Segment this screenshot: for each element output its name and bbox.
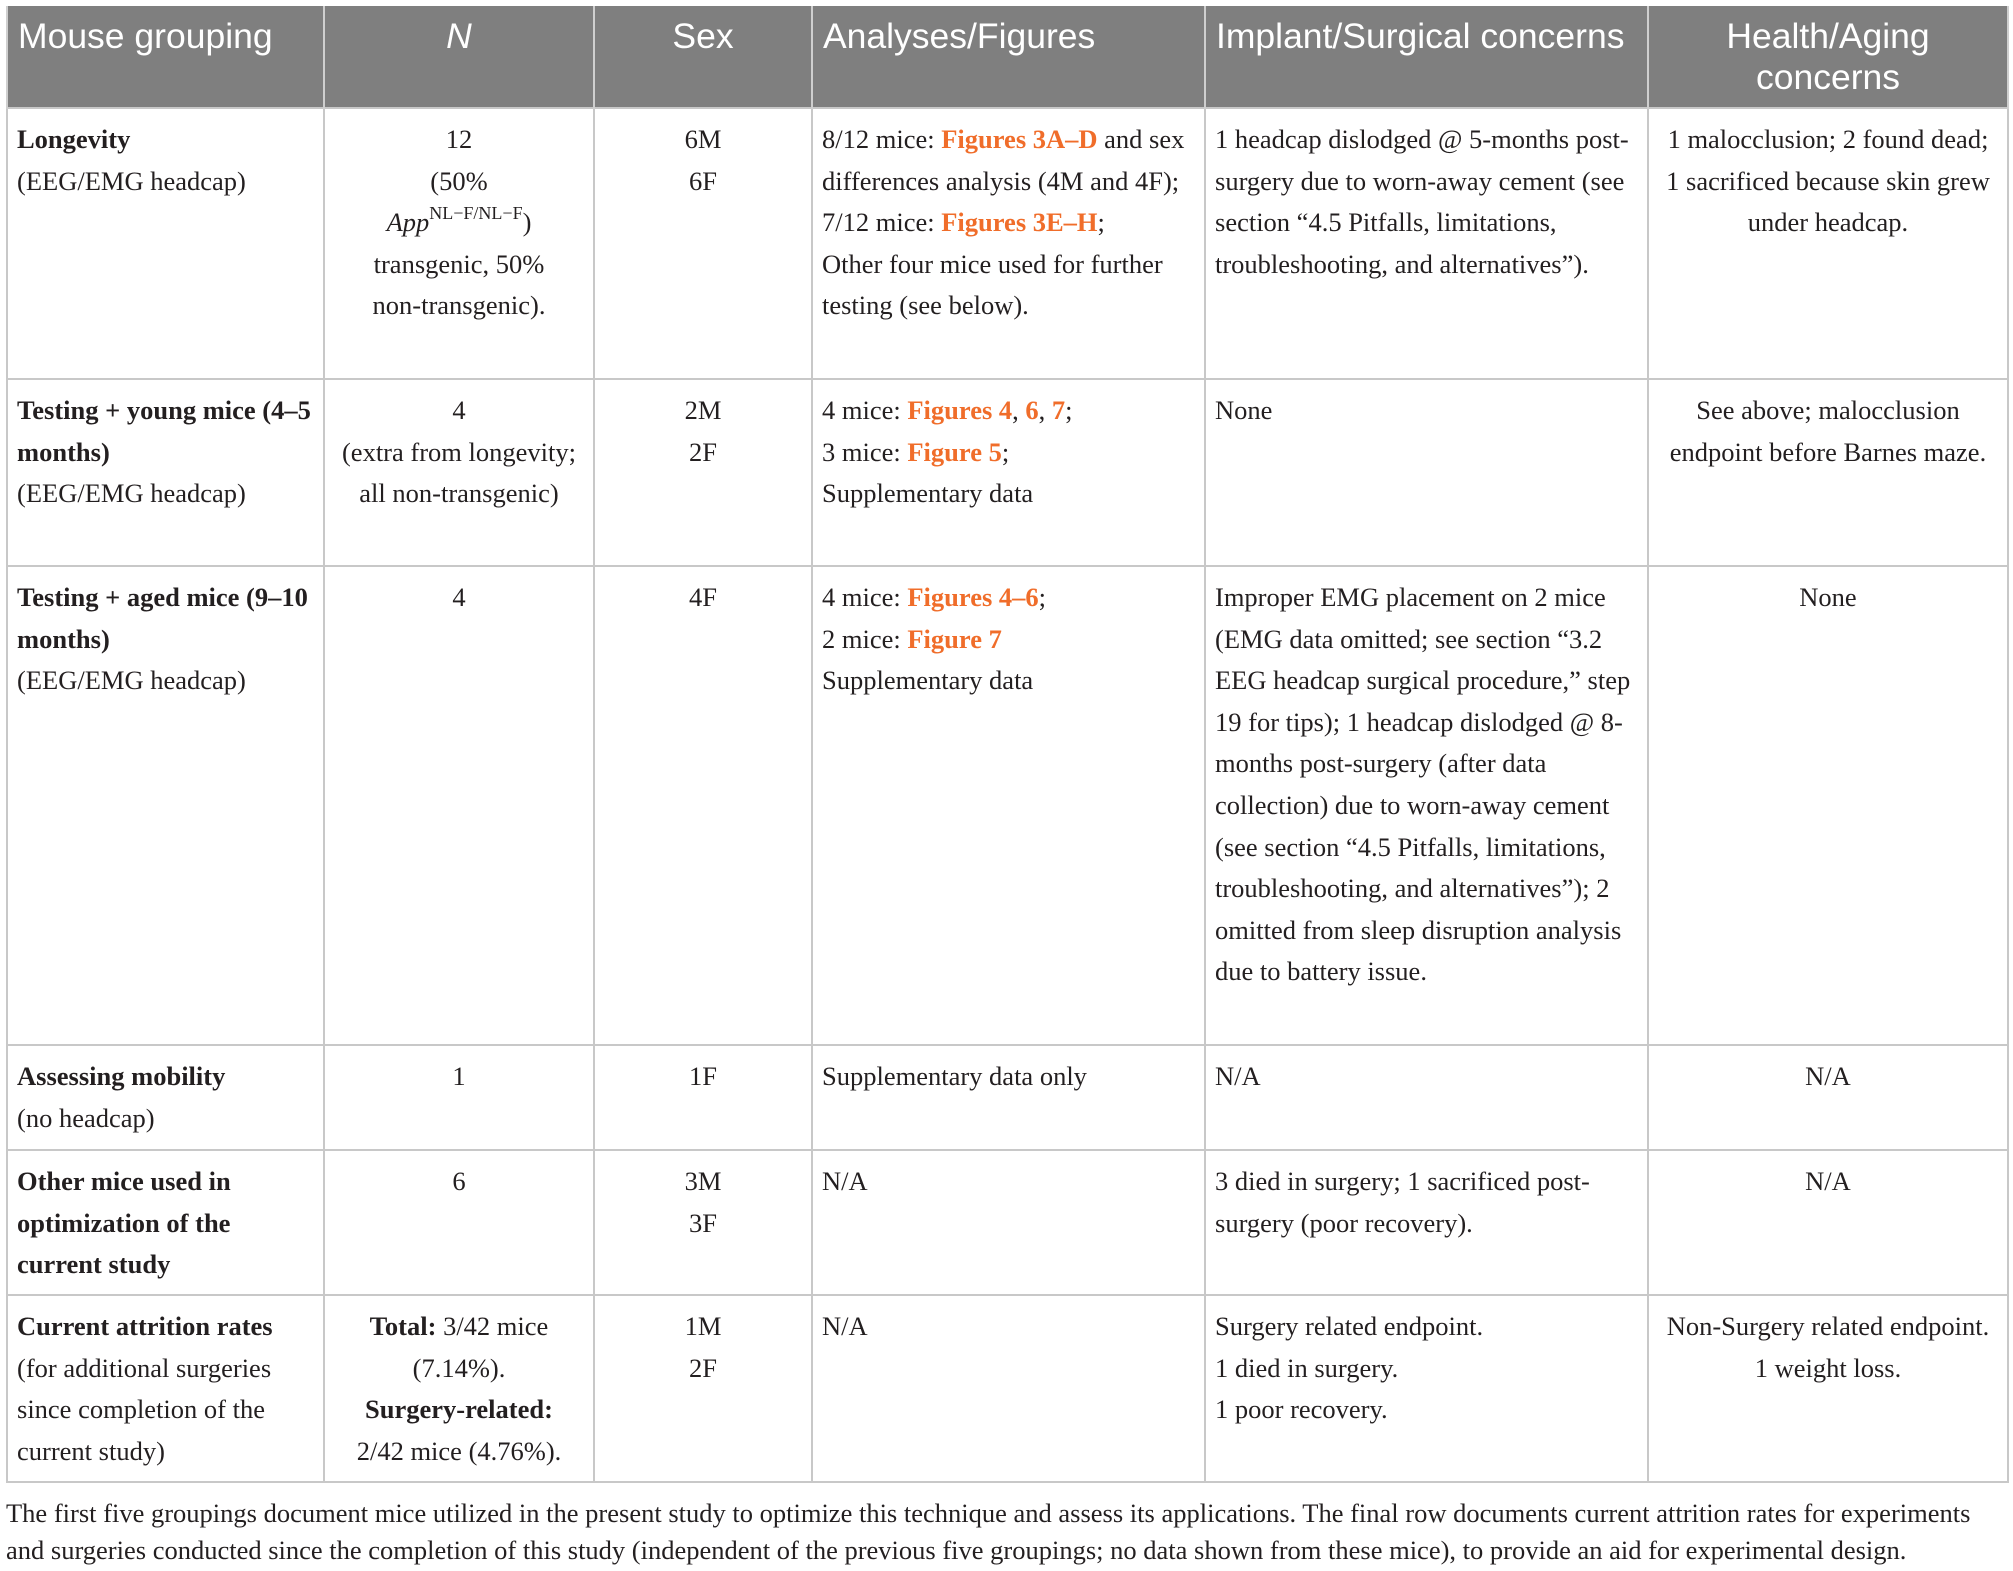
sex-cell (594, 379, 812, 566)
sex-male: 6M (684, 124, 722, 154)
health-cell: 1 malocclusion; 2 found dead; 1 sacrificed because skin grew under headcap. (1648, 108, 2008, 379)
header-n: N (324, 6, 594, 108)
group-subtitle: (no headcap) (17, 1102, 155, 1133)
total-label: Total: (369, 1311, 437, 1341)
header-row (7, 6, 2008, 108)
health-line: 1 weight loss. (1754, 1352, 1902, 1383)
table-row (7, 1045, 2008, 1150)
total-value: 3/42 mice (7.14%). (412, 1311, 549, 1383)
n-cell (324, 108, 594, 379)
figure-link[interactable]: 6 (1025, 395, 1039, 425)
analyses-cell (812, 379, 1205, 566)
sex-female: 3F (689, 1207, 717, 1238)
analyses-text: 4 mice: (822, 582, 908, 612)
analyses-line (822, 202, 1195, 244)
sex-female: 2F (689, 1352, 717, 1383)
analyses-text: 7/12 mice: (822, 207, 942, 238)
table-row (7, 1150, 2008, 1295)
figure-link[interactable]: 7 (1051, 395, 1066, 425)
n-note-non-transgenic: non-transgenic). (372, 290, 546, 321)
analyses-cell: Supplementary data only (812, 1045, 1205, 1150)
table-row (7, 1295, 2008, 1482)
analyses-separator: ; (1038, 582, 1047, 612)
group-name: Current attrition rates (17, 1311, 273, 1341)
sex-female: 2F (689, 436, 717, 467)
figure-link[interactable]: Figure 7 (907, 623, 1002, 654)
n-cell: 1 (324, 1045, 594, 1150)
analyses-cell (812, 108, 1205, 379)
gene-close-paren: ) (522, 207, 532, 238)
header-sex: Sex (594, 6, 812, 108)
group-name: Other mice used in optimization of the current study (17, 1166, 231, 1280)
implant-cell (1205, 1295, 1648, 1482)
health-line: Non-Surgery related endpoint. (1666, 1311, 1990, 1341)
sex-cell: 1F (594, 1045, 812, 1150)
mouse-grouping-table (6, 6, 2009, 1483)
analyses-text: and sex differences analysis (4M and 4F); (822, 124, 1185, 196)
health-cell: See above; malocclusion endpoint before Barnes maze. (1648, 379, 2008, 566)
analyses-line (822, 619, 1195, 661)
surgery-related-label: Surgery-related: (365, 1394, 553, 1425)
group-subtitle: (EEG/EMG headcap) (17, 165, 246, 196)
n-note-open: (50% (430, 165, 488, 196)
analyses-text: 3 mice: (822, 436, 908, 467)
n-cell (324, 1295, 594, 1482)
n-note: (extra from longevity; all non-transgenic) (341, 436, 576, 509)
n-cell (324, 379, 594, 566)
table-row (7, 379, 2008, 566)
analyses-cell: N/A (812, 1150, 1205, 1295)
analyses-line (822, 432, 1195, 474)
surgery-related-value: 2/42 mice (4.76%). (356, 1435, 562, 1466)
n-cell: 6 (324, 1150, 594, 1295)
table-row (7, 108, 2008, 379)
sex-cell (594, 1295, 812, 1482)
group-name: Assessing mobility (17, 1061, 226, 1091)
sex-male: 2M (684, 395, 722, 425)
n-value: 4 (452, 395, 466, 425)
group-subtitle: (EEG/EMG headcap) (17, 478, 246, 509)
mouse-grouping-cell (7, 379, 324, 566)
n-value: 12 (445, 124, 473, 154)
table-row (7, 566, 2008, 1045)
analyses-separator: ; (1065, 395, 1073, 425)
implant-cell: Improper EMG placement on 2 mice (EMG data omitted; see section “3.2 EEG headcap surgical procedure,” step 19 for tips); 1 headcap dislodged @ 8-months post-surgery (after data collection) due to worn-away cement (see section “4.5 Pitfalls, limitations, troubleshooting, and alternatives”); 2 omitted from sleep disruption analysis due to battery issue. (1205, 566, 1648, 1045)
sex-female: 6F (689, 165, 717, 196)
analyses-cell: N/A (812, 1295, 1205, 1482)
n-note-transgenic: transgenic, 50% (373, 248, 545, 279)
health-cell: N/A (1648, 1150, 2008, 1295)
implant-line: 1 poor recovery. (1215, 1394, 1388, 1425)
mouse-grouping-cell (7, 1295, 324, 1482)
n-total (334, 1306, 584, 1389)
gene-superscript: NL−F/NL−F (429, 203, 523, 224)
mouse-grouping-cell (7, 1045, 324, 1150)
health-cell (1648, 1295, 2008, 1482)
table-footnote: The first five groupings document mice utilized in the present study to optimize this technique and assess its applications. The final row documents current attrition rates for experiments and surgeries conducted since the completion of this study (independent of the previous five groupings; no data shown from these mice), to provide an aid for experimental design. (6, 1498, 1971, 1565)
analyses-separator: , (1012, 395, 1026, 425)
figure-link[interactable]: Figure 5 (907, 436, 1002, 467)
implant-cell: N/A (1205, 1045, 1648, 1150)
implant-line: Surgery related endpoint. (1215, 1311, 1484, 1341)
analyses-text: 8/12 mice: (822, 124, 942, 154)
implant-cell: 3 died in surgery; 1 sacrificed post-surgery (poor recovery). (1205, 1150, 1648, 1295)
group-name: Longevity (17, 124, 131, 154)
sex-cell: 4F (594, 566, 812, 1045)
mouse-grouping-cell (7, 566, 324, 1045)
n-genotype (334, 202, 584, 244)
header-implant-surgical-concerns: Implant/Surgical concerns (1205, 6, 1648, 108)
header-mouse-grouping: Mouse grouping (7, 6, 324, 108)
header-health-aging-concerns: Health/Aging concerns (1648, 6, 2008, 108)
analyses-line: Supplementary data (822, 665, 1034, 696)
analyses-line (822, 390, 1195, 432)
sex-male: 1M (684, 1311, 722, 1341)
analyses-text: 4 mice: (822, 395, 908, 425)
figure-link[interactable]: Figures 4–6 (907, 582, 1039, 612)
figure-link[interactable]: Figures 3E–H (941, 207, 1098, 238)
table-body (7, 108, 2008, 1482)
sex-male: 3M (684, 1166, 722, 1196)
analyses-text: 2 mice: (822, 623, 908, 654)
health-cell: None (1648, 566, 2008, 1045)
header-analyses-figures: Analyses/Figures (812, 6, 1205, 108)
figure-link[interactable]: Figures 3A–D (941, 124, 1098, 154)
figure-link[interactable]: Figures 4 (907, 395, 1013, 425)
mouse-grouping-cell (7, 1150, 324, 1295)
health-cell: N/A (1648, 1045, 2008, 1150)
gene-name: App (386, 207, 430, 238)
analyses-cell (812, 566, 1205, 1045)
analyses-line: Other four mice used for further testing (see below). (822, 248, 1163, 321)
implant-cell: 1 headcap dislodged @ 5-months post-surgery due to worn-away cement (see section “4.5 Pitfalls, limitations, troubleshooting, and alternatives”). (1205, 108, 1648, 379)
implant-cell: None (1205, 379, 1648, 566)
sex-cell (594, 108, 812, 379)
group-subtitle: (for additional surgeries since completion of the current study) (17, 1352, 272, 1466)
analyses-separator: , (1038, 395, 1052, 425)
analyses-line (822, 577, 1195, 619)
analyses-text: ; (1097, 207, 1105, 238)
analyses-line (822, 119, 1195, 202)
table-header (7, 6, 2008, 108)
implant-line: 1 died in surgery. (1215, 1352, 1399, 1383)
n-cell: 4 (324, 566, 594, 1045)
group-subtitle: (EEG/EMG headcap) (17, 665, 246, 696)
analyses-line: Supplementary data (822, 478, 1034, 509)
group-name: Testing + aged mice (9–10 months) (17, 582, 308, 654)
analyses-separator: ; (1001, 436, 1010, 467)
sex-cell (594, 1150, 812, 1295)
mouse-grouping-cell (7, 108, 324, 379)
group-name: Testing + young mice (4–5 months) (17, 395, 311, 467)
